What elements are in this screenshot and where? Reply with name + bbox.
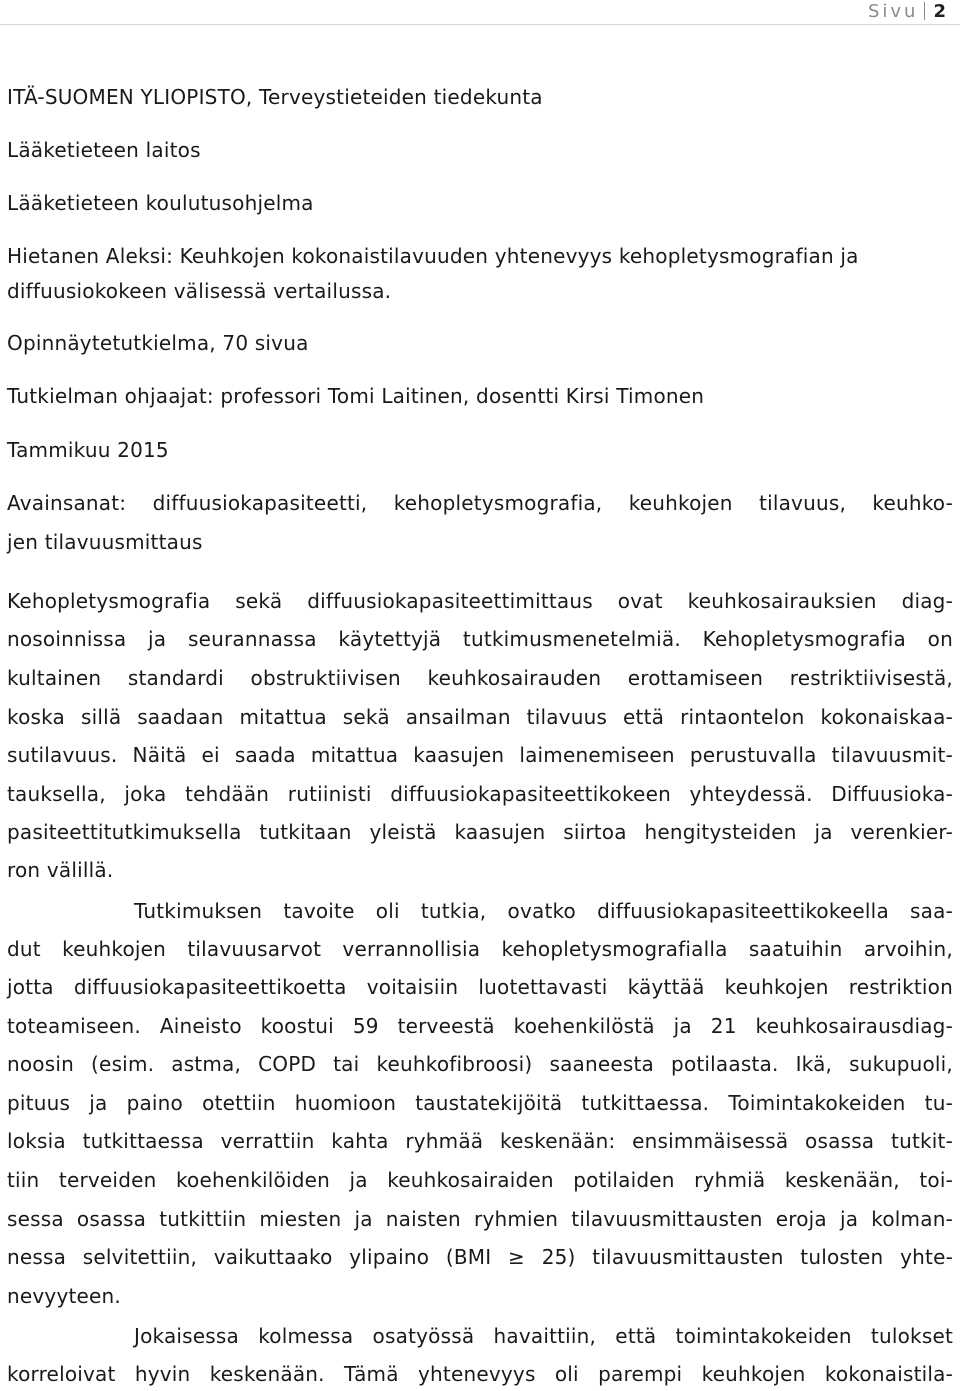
abstract-p1-line: sutilavuus. Näitä ei saada mitattua kaasujen laimenemiseen perustuvalla tilavuusmit-: [7, 743, 953, 767]
abstract-p2-line: noosin (esim. astma, COPD tai keuhkofibroosi) saaneesta potilaasta. Ikä, sukupuoli,: [7, 1052, 953, 1076]
abstract-p3-line: Jokaisessa kolmessa osatyössä havaittiin, että toimintakokeiden tulokset: [134, 1324, 953, 1348]
page-header: [0, 0, 960, 25]
abstract-p1-line: tauksella, joka tehdään rutiinisti diffuusiokapasiteettikokeen yhteydessä. Diffuusioka-: [7, 782, 953, 806]
university-line: ITÄ-SUOMEN YLIOPISTO, Terveystieteiden tiedekunta: [7, 85, 543, 109]
page-number-label: [868, 1, 946, 22]
abstract-p1-line: Kehopletysmografia sekä diffuusiokapasiteettimittaus ovat keuhkosairauksien diag-: [7, 589, 953, 613]
title-line-2: diffuusiokokeen välisessä vertailussa.: [7, 279, 392, 303]
abstract-p2-line: pituus ja paino otettiin huomioon taustatekijöitä tutkittaessa. Toimintakokeiden tu-: [7, 1091, 953, 1115]
abstract-p2-line: toteamiseen. Aineisto koostui 59 terveestä koehenkilöstä ja 21 keuhkosairausdiag-: [7, 1014, 953, 1038]
abstract-p1-line: kultainen standardi obstruktiivisen keuhkosairauden erottamiseen restriktiivisestä,: [7, 666, 953, 690]
page-label: Sivu: [867, 1, 919, 22]
supervisors-line: Tutkielman ohjaajat: professori Tomi Laitinen, dosentti Kirsi Timonen: [7, 384, 705, 408]
abstract-p2-line: dut keuhkojen tilavuusarvot verrannollisia kehopletysmografialla saatuihin arvoihin,: [7, 937, 953, 961]
thesis-info: Opinnäytetutkielma, 70 sivua: [7, 331, 309, 355]
abstract-p2-line: Tutkimuksen tavoite oli tutkia, ovatko diffuusiokapasiteettikokeella saa-: [134, 899, 953, 923]
abstract-p1-line: nosoinnissa ja seurannassa käytettyjä tutkimusmenetelmiä. Kehopletysmografia on: [7, 627, 953, 651]
abstract-p1-line: pasiteettitutkimuksella tutkitaan yleistä kaasujen siirtoa hengitysteiden ja verenkier-: [7, 820, 953, 844]
department-line: Lääketieteen laitos: [7, 138, 201, 162]
date-line: Tammikuu 2015: [7, 438, 169, 462]
abstract-p2-line: jotta diffuusiokapasiteettikoetta voitaisiin luotettavasti käyttää keuhkojen restriktion: [7, 975, 953, 999]
page-number: 2: [933, 1, 946, 22]
title-line-1: Hietanen Aleksi: Keuhkojen kokonaistilavuuden yhtenevyys kehopletysmografian ja: [7, 244, 859, 268]
abstract-p2-line: sessa osassa tutkittiin miesten ja naisten ryhmien tilavuusmittausten eroja ja kolman-: [7, 1207, 953, 1231]
keywords-line-2: jen tilavuusmittaus: [7, 530, 203, 554]
abstract-p1-line: koska sillä saadaan mitattua sekä ansailman tilavuus että rintaontelon kokonaiskaa-: [7, 705, 953, 729]
abstract-p2-line: loksia tutkittaessa verrattiin kahta ryhmää keskenään: ensimmäisessä osassa tutkit-: [7, 1129, 953, 1153]
abstract-p2-line: nessa selvitettiin, vaikuttaako ylipaino (BMI ≥ 25) tilavuusmittausten tulosten yhte-: [7, 1245, 953, 1269]
abstract-p3-line: korreloivat hyvin keskenään. Tämä yhtenevyys oli parempi keuhkojen kokonaistila-: [7, 1362, 953, 1386]
abstract-p2-line: nevyyteen.: [7, 1284, 121, 1308]
header-divider: [924, 2, 925, 20]
programme-line: Lääketieteen koulutusohjelma: [7, 191, 314, 215]
keywords-line-1: Avainsanat: diffuusiokapasiteetti, kehopletysmografia, keuhkojen tilavuus, keuhko-: [7, 491, 953, 515]
abstract-p2-line: tiin terveiden koehenkilöiden ja keuhkosairaiden potilaiden ryhmiä keskenään, toi-: [7, 1168, 953, 1192]
abstract-p1-line: ron välillä.: [7, 858, 114, 882]
